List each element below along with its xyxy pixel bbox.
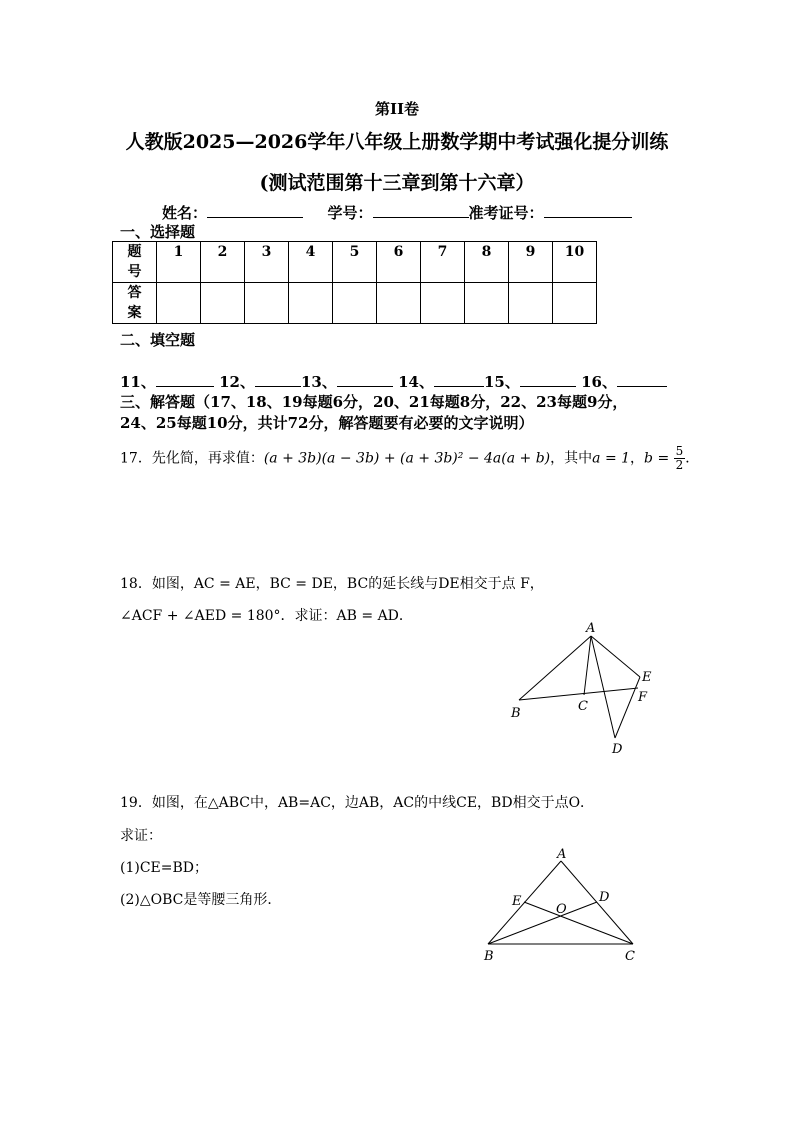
blank-13[interactable]	[337, 372, 393, 387]
point-label-d: D	[612, 742, 623, 757]
id-label: 学号：	[327, 204, 373, 222]
section-3-heading-line1: 三、解答题（17、18、19每题6分，20、21每题8分，22、23每题9分，	[120, 393, 628, 411]
answer-cell[interactable]	[509, 283, 553, 324]
point-label-a: A	[586, 621, 596, 636]
page-subtitle: (测试范围第十三章到第十六章）	[259, 172, 535, 194]
point-label-b: B	[511, 706, 521, 721]
blank-11[interactable]	[156, 372, 214, 387]
q17-a-value: a = 1	[592, 450, 631, 467]
answer-cell[interactable]	[157, 283, 201, 324]
point-label-a: A	[557, 847, 567, 862]
q19-figure	[475, 840, 650, 970]
answer-cell[interactable]	[201, 283, 245, 324]
name-field[interactable]	[207, 203, 303, 218]
exam-id-label: 准考证号：	[468, 204, 544, 222]
page-title: 人教版2025—2026学年八年级上册数学期中考试强化提分训练	[125, 131, 669, 153]
question-17	[120, 445, 699, 472]
blank-label-14: 14、	[398, 373, 434, 391]
answer-row	[113, 283, 597, 324]
q17-end: ．	[685, 450, 700, 467]
blank-16[interactable]	[617, 372, 667, 387]
q17-b-label: b =	[644, 450, 670, 467]
blank-label-13: 13、	[300, 373, 337, 391]
answer-cell[interactable]	[421, 283, 465, 324]
section-2-heading: 二、填空题	[120, 331, 196, 349]
segment-bd	[488, 902, 597, 944]
exam-id-field[interactable]	[544, 203, 632, 218]
row-label-answer: 答 案	[113, 283, 157, 324]
q17-middle: ，其中	[550, 450, 593, 467]
q19-line2: 求证：	[120, 828, 162, 844]
question-number-row	[113, 242, 597, 283]
question-number-cell: 3	[245, 242, 289, 283]
q17-sep: ，	[630, 450, 645, 467]
q18-figure	[500, 615, 670, 760]
question-number-cell: 7	[421, 242, 465, 283]
section-3-heading-line2: 24、25每题10分，共计72分，解答题要有必要的文字说明）	[120, 414, 534, 432]
q18-line2: ∠ACF + ∠AED = 180°．求证：AB = AD．	[120, 608, 413, 624]
segment-ab	[519, 636, 591, 700]
answer-cell[interactable]	[377, 283, 421, 324]
answer-cell[interactable]	[245, 283, 289, 324]
segment-ac	[584, 636, 591, 695]
point-label-b: B	[484, 949, 494, 964]
q17-prefix: 17．先化简，再求值：	[120, 450, 264, 467]
blank-label-12: 12、	[219, 373, 255, 391]
q17-expression: (a + 3b)(a − 3b) + (a + 3b)² − 4a(a + b)	[263, 450, 551, 467]
id-field[interactable]	[373, 203, 469, 218]
question-number-cell: 8	[465, 242, 509, 283]
blank-15[interactable]	[520, 372, 576, 387]
answer-cell[interactable]	[333, 283, 377, 324]
blank-label-15: 15、	[483, 373, 520, 391]
q19-part1: (1)CE=BD；	[120, 860, 209, 876]
question-number-cell: 9	[509, 242, 553, 283]
blank-label-16: 16、	[581, 373, 617, 391]
q17-b-fraction: $\frac{5}{2}$	[675, 444, 684, 472]
fill-blank-line	[120, 371, 667, 392]
answer-cell[interactable]	[553, 283, 597, 324]
q19-line1: 19．如图，在△ABC中，AB=AC，边AB，AC的中线CE，BD相交于点O．	[120, 795, 595, 811]
blank-12[interactable]	[255, 372, 301, 387]
question-number-cell: 2	[201, 242, 245, 283]
answer-table	[112, 241, 597, 324]
blank-label-11: 11、	[120, 373, 156, 391]
point-label-c: C	[578, 699, 588, 714]
segment-ae	[591, 636, 640, 677]
answer-cell[interactable]	[289, 283, 333, 324]
q19-part2: (2)△OBC是等腰三角形．	[120, 892, 282, 908]
point-label-e: E	[642, 670, 652, 685]
volume-label: 第II卷	[374, 100, 420, 118]
info-line	[162, 202, 632, 223]
name-label: 姓名：	[162, 204, 208, 222]
segment-ce	[524, 902, 633, 944]
point-label-o: O	[556, 902, 567, 917]
point-label-d: D	[599, 890, 610, 905]
segment-ad	[591, 636, 615, 738]
section-1-heading: 一、选择题	[120, 223, 196, 241]
point-label-c: C	[625, 949, 635, 964]
row-label-question: 题 号	[113, 242, 157, 283]
point-label-e: E	[512, 894, 522, 909]
answer-cell[interactable]	[465, 283, 509, 324]
segment-ed	[615, 677, 640, 738]
question-number-cell: 10	[553, 242, 597, 283]
question-number-cell: 6	[377, 242, 421, 283]
blank-14[interactable]	[434, 372, 484, 387]
question-number-cell: 4	[289, 242, 333, 283]
question-number-cell: 5	[333, 242, 377, 283]
q18-line1: 18．如图，AC = AE，BC = DE，BC的延长线与DE相交于点 F，	[120, 576, 544, 592]
point-label-f: F	[638, 690, 648, 705]
question-number-cell: 1	[157, 242, 201, 283]
